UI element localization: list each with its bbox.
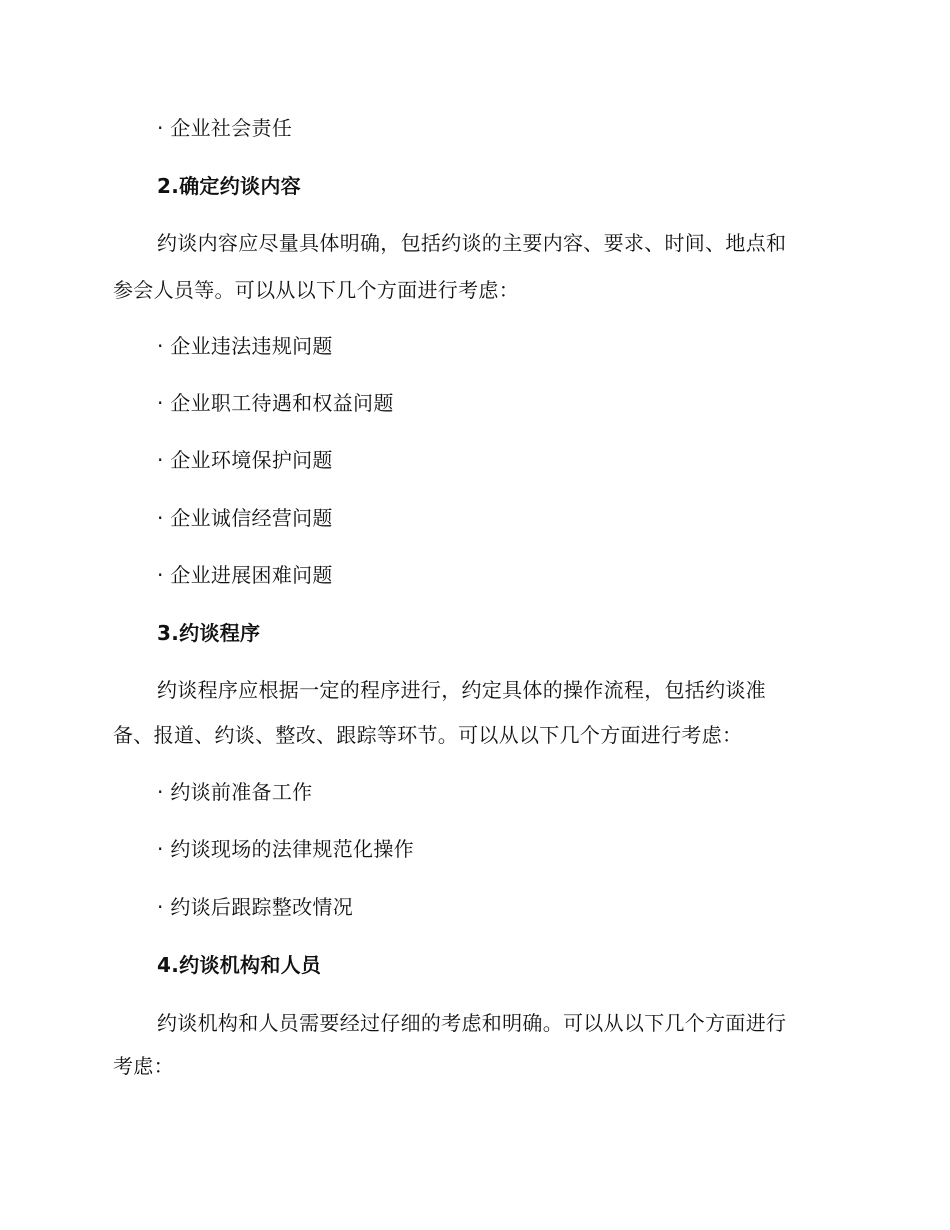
bullet-item: · 企业违法违规问题 [157,334,333,358]
section-heading: 4.约谈机构和人员 [157,953,322,977]
paragraph-line: 约谈内容应尽量具体明确，包括约谈的主要内容、要求、时间、地点和 [157,231,787,255]
paragraph-line: 参会人员等。可以从以下几个方面进行考虑： [113,278,519,302]
section-heading: 3.约谈程序 [157,621,261,645]
bullet-item: · 企业诚信经营问题 [157,506,333,530]
bullet-item: · 企业社会责任 [157,116,293,140]
paragraph-line: 备、报道、约谈、整改、跟踪等环节。可以从以下几个方面进行考虑： [113,723,743,747]
bullet-item: · 企业环境保护问题 [157,448,333,472]
bullet-item: · 约谈前准备工作 [157,780,313,804]
bullet-item: · 约谈后跟踪整改情况 [157,895,354,919]
paragraph-line: 约谈机构和人员需要经过仔细的考虑和明确。可以从以下几个方面进行 [157,1011,787,1035]
paragraph-line: 考虑： [113,1054,174,1078]
bullet-item: · 约谈现场的法律规范化操作 [157,837,414,861]
paragraph-line: 约谈程序应根据一定的程序进行，约定具体的操作流程，包括约谈准 [157,678,766,702]
bullet-item: · 企业职工待遇和权益问题 [157,391,394,415]
section-heading: 2.确定约谈内容 [157,174,301,198]
bullet-item: · 企业进展困难问题 [157,563,333,587]
